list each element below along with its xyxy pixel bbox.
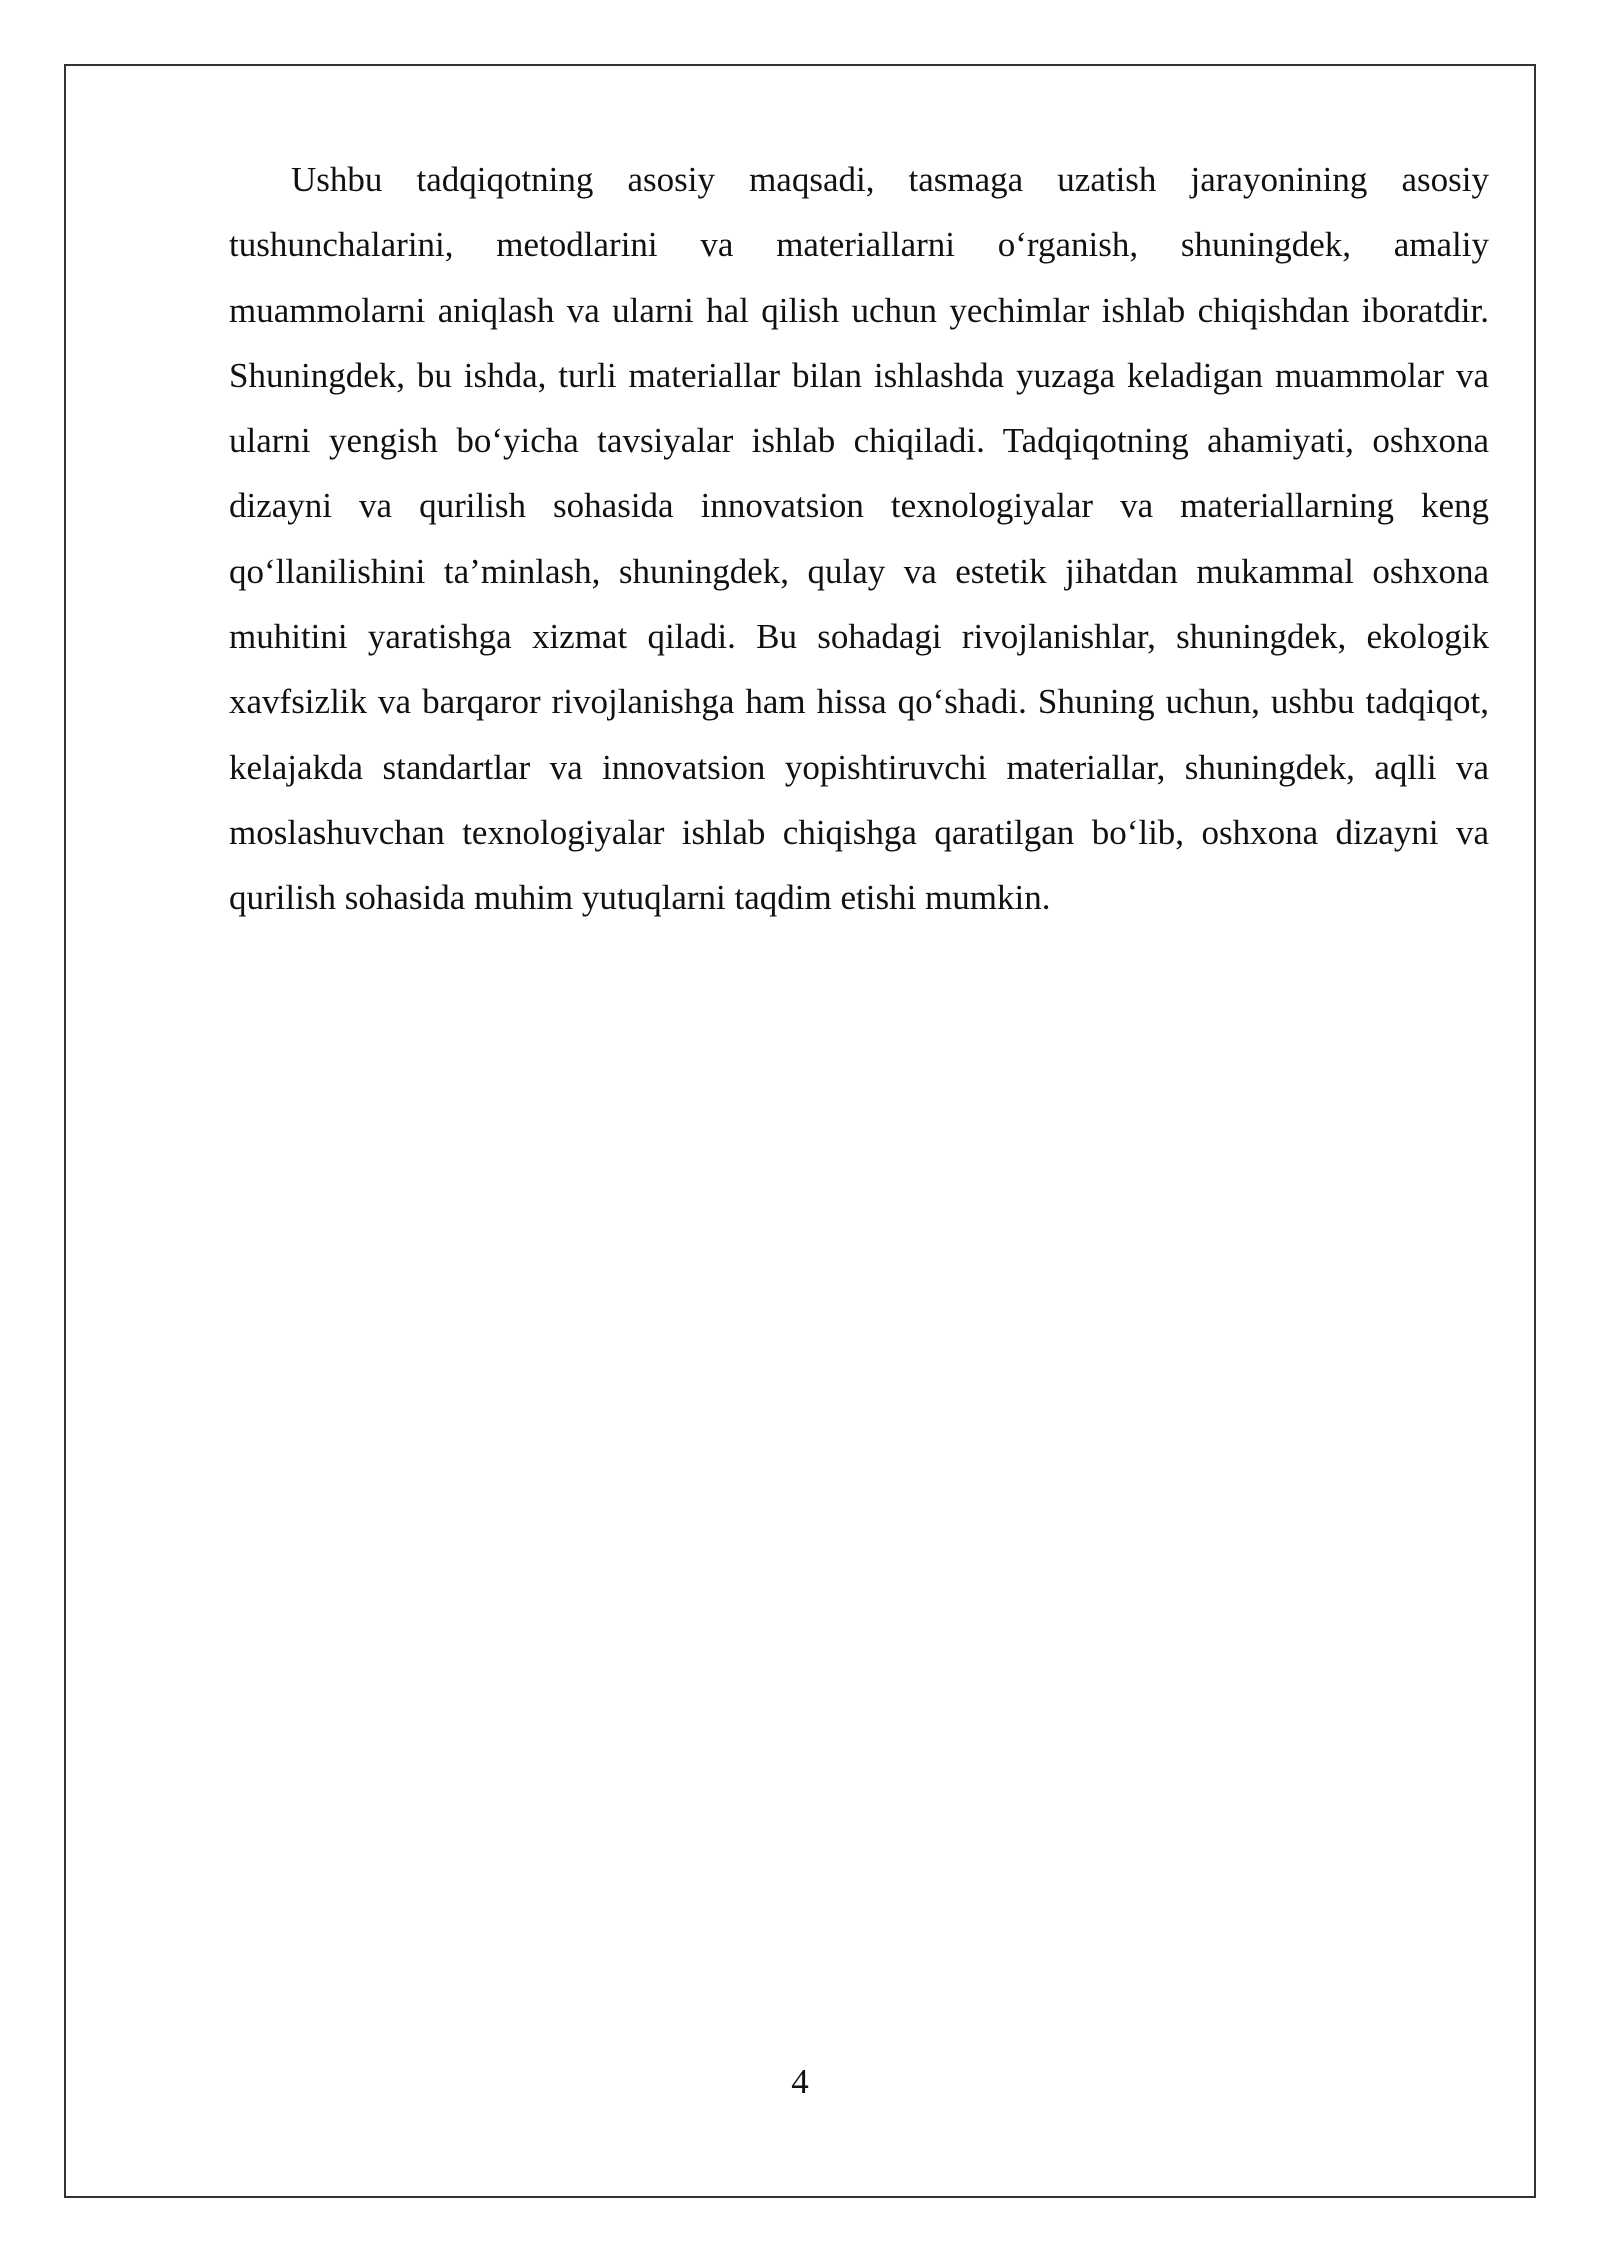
body-paragraph: Ushbu tadqiqotning asosiy maqsadi, tasmaga uzatish jarayonining asosiy tushunchalarini, metodlarini va materiallarni o‘rganish, shuningdek, amaliy muammolarni aniqlash va ularni hal qilish uchun yechimlar ishlab chiqishdan iboratdir. Shuningdek, bu ishda, turli materiallar bilan ishlashda yuzaga keladigan muammolar va ularni yengish bo‘yicha tavsiyalar ishlab chiqiladi. Tadqiqotning ahamiyati, oshxona dizayni va qurilish sohasida innovatsion texnologiyalar va materiallarning keng qo‘llanilishini ta’minlash, shuningdek, qulay va estetik jihatdan mukammal oshxona muhitini yaratishga xizmat qiladi. Bu sohadagi rivojlanishlar, shuningdek, ekologik xavfsizlik va barqaror rivojlanishga ham hissa qo‘shadi. Shuning uchun, ushbu tadqiqot, kelajakda standartlar va innovatsion yopishtiruvchi materiallar, shuningdek, aqlli va moslashuvchan texnologiyalar ishlab chiqishga qaratilgan bo‘lib, oshxona dizayni va qurilish sohasida muhim yutuqlarni taqdim etishi mumkin.: [229, 160, 1489, 918]
page-number: 4: [791, 2062, 809, 2101]
